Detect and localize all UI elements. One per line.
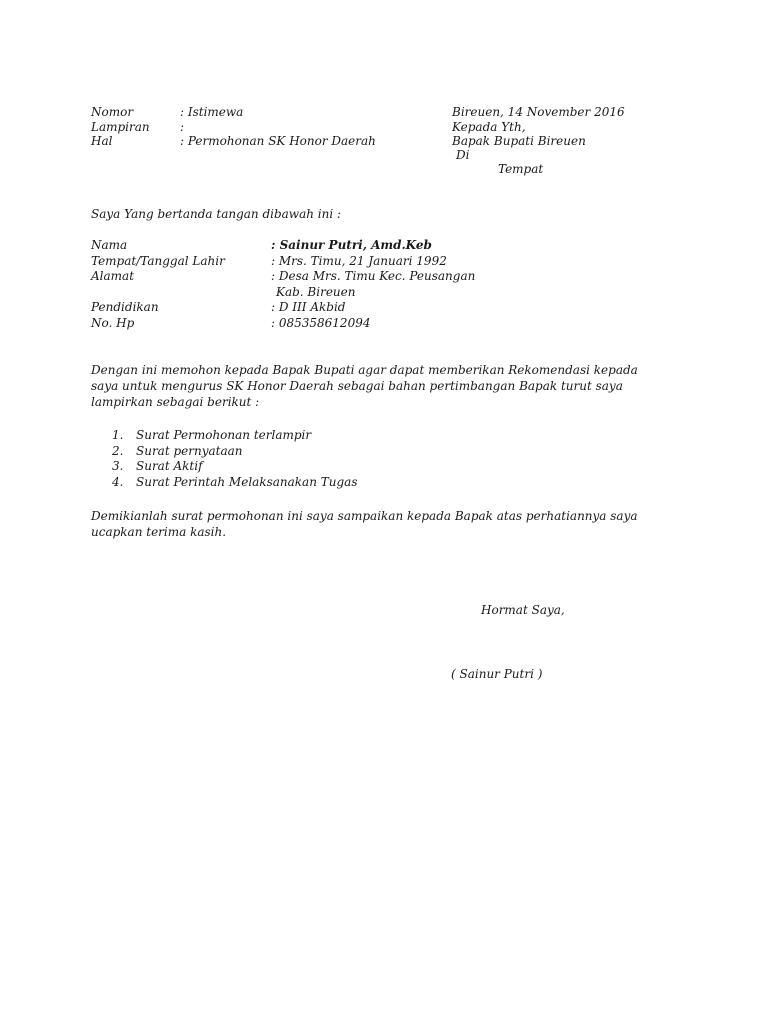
- list-item-number: 1.: [112, 428, 124, 442]
- body-line-3: lampirkan sebagai berikut :: [91, 395, 260, 409]
- list-item: Surat pernyataan: [136, 444, 243, 458]
- list-item-number: 3.: [112, 459, 124, 473]
- list-item: Surat Perintah Melaksanakan Tugas: [136, 475, 358, 489]
- nama-label: Nama: [91, 238, 128, 252]
- pendidikan-value: : D III Akbid: [271, 300, 346, 314]
- body-line-1: Dengan ini memohon kepada Bapak Bupati agar dapat memberikan Rekomendasi kepada: [91, 363, 638, 377]
- lampiran-value: :: [180, 120, 185, 134]
- list-item-number: 4.: [112, 475, 124, 489]
- hp-label: No. Hp: [91, 316, 135, 330]
- di-line: Di: [456, 148, 470, 162]
- hal-value: : Permohonan SK Honor Daerah: [180, 134, 376, 148]
- ttl-value: : Mrs. Timu, 21 Januari 1992: [271, 254, 447, 268]
- list-item: Surat Permohonan terlampir: [136, 428, 312, 442]
- alamat-value-2: Kab. Bireuen: [276, 285, 356, 299]
- closing-line-2: ucapkan terima kasih.: [91, 525, 227, 539]
- recipient-line: Bapak Bupati Bireuen: [452, 134, 586, 148]
- hp-value: : 085358612094: [271, 316, 371, 330]
- ttl-label: Tempat/Tanggal Lahir: [91, 254, 225, 268]
- lampiran-label: Lampiran: [91, 120, 150, 134]
- tempat-line: Tempat: [498, 162, 544, 176]
- hal-label: Hal: [91, 134, 113, 148]
- pendidikan-label: Pendidikan: [91, 300, 159, 314]
- nomor-label: Nomor: [91, 105, 134, 119]
- alamat-value-1: : Desa Mrs. Timu Kec. Peusangan: [271, 269, 476, 283]
- alamat-label: Alamat: [91, 269, 135, 283]
- body-line-2: saya untuk mengurus SK Honor Daerah sebagai bahan pertimbangan Bapak turut saya: [91, 379, 623, 393]
- kepada-line: Kepada Yth,: [452, 120, 526, 134]
- nomor-value: : Istimewa: [180, 105, 244, 119]
- list-item: Surat Aktif: [136, 459, 203, 473]
- closing-line-1: Demikianlah surat permohonan ini saya sampaikan kepada Bapak atas perhatiannya saya: [91, 509, 638, 523]
- date-line: Bireuen, 14 November 2016: [452, 105, 625, 119]
- list-item-number: 2.: [112, 444, 124, 458]
- nama-value: : Sainur Putri, Amd.Keb: [271, 238, 432, 252]
- signature-name: ( Sainur Putri ): [451, 667, 543, 681]
- signature-greeting: Hormat Saya,: [481, 603, 565, 617]
- intro-line: Saya Yang bertanda tangan dibawah ini :: [91, 207, 342, 221]
